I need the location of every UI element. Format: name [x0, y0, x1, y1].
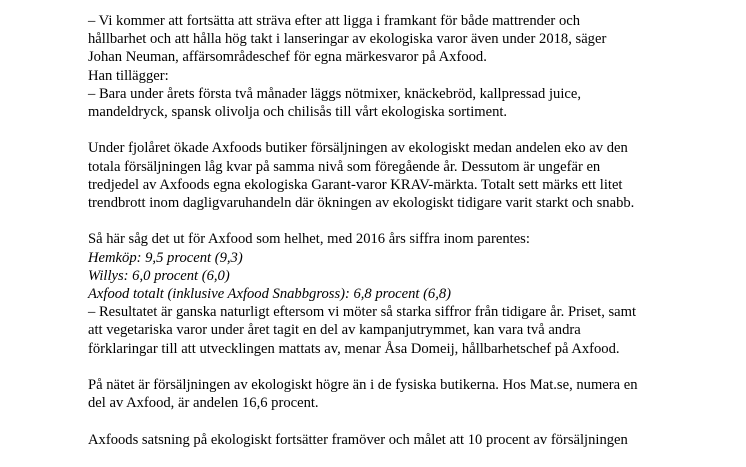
text-line: tredjedel av Axfoods egna ekologiska Garant-varor KRAV-märkta. Totalt sett märks ett litet [88, 176, 623, 193]
text-line: trendbrott inom dagligvaruhandeln där ökningen av ekologiskt tidigare varit starkt och snabb. [88, 195, 635, 212]
text-line: På nätet är försäljningen av ekologiskt högre än i de fysiska butikerna. Hos Mat.se, numera en [88, 377, 638, 394]
text-line: – Bara under årets första två månader läggs nötmixer, knäckebröd, kallpressad juice, [88, 85, 581, 102]
statistics-paragraph [88, 230, 658, 357]
future-paragraph [88, 431, 658, 449]
text-line: Axfoods satsning på ekologiskt fortsätter framöver och målet att 10 procent av försäljningen [88, 431, 628, 448]
text-line: – Resultatet är ganska naturligt eftersom vi möter så starka siffror från tidigare år. Priset, samt [88, 304, 637, 321]
text-line: mandeldryck, spansk olivolja och chilisås till vårt ekologiska sortiment. [88, 104, 508, 121]
article-body [88, 12, 658, 467]
text-line: att vegetariska varor under året tagit en del av kampanjutrymmet, kan vara två andra [88, 322, 581, 339]
text-line: del av Axfood, är andelen 16,6 procent. [88, 395, 319, 412]
text-line: Johan Neuman, affärsområdeschef för egna märkesvaror på Axfood. [88, 49, 487, 66]
text-line: totala försäljningen låg kvar på samma nivå som föregående år. Dessutom är ungefär en [88, 158, 601, 175]
text-line: förklaringar till att utvecklingen mattats av, menar Åsa Domeij, hållbarhetschef på Axfood. [88, 340, 620, 357]
online-sales-paragraph [88, 376, 658, 412]
text-line: – Vi kommer att fortsätta att sträva efter att ligga i framkant för både mattrender och [88, 13, 581, 29]
quote-paragraph-neuman [88, 12, 658, 121]
sales-paragraph [88, 139, 658, 212]
text-line: Under fjolåret ökade Axfoods butiker försäljningen av ekologiskt medan andelen eko av den [88, 140, 628, 157]
text-line: hållbarhet och att hålla hög takt i lanseringar av ekologiska varor även under 2018, säger [88, 31, 607, 48]
stat-willys: Willys: 6,0 procent (6,0) [88, 267, 230, 284]
stat-hemkop: Hemköp: 9,5 procent (9,3) [88, 249, 243, 266]
text-line: Han tillägger: [88, 67, 169, 84]
stat-axfood-total: Axfood totalt (inklusive Axfood Snabbgross): 6,8 procent (6,8) [88, 286, 452, 303]
stats-intro: Så här såg det ut för Axfood som helhet, med 2016 års siffra inom parentes: [88, 231, 530, 248]
